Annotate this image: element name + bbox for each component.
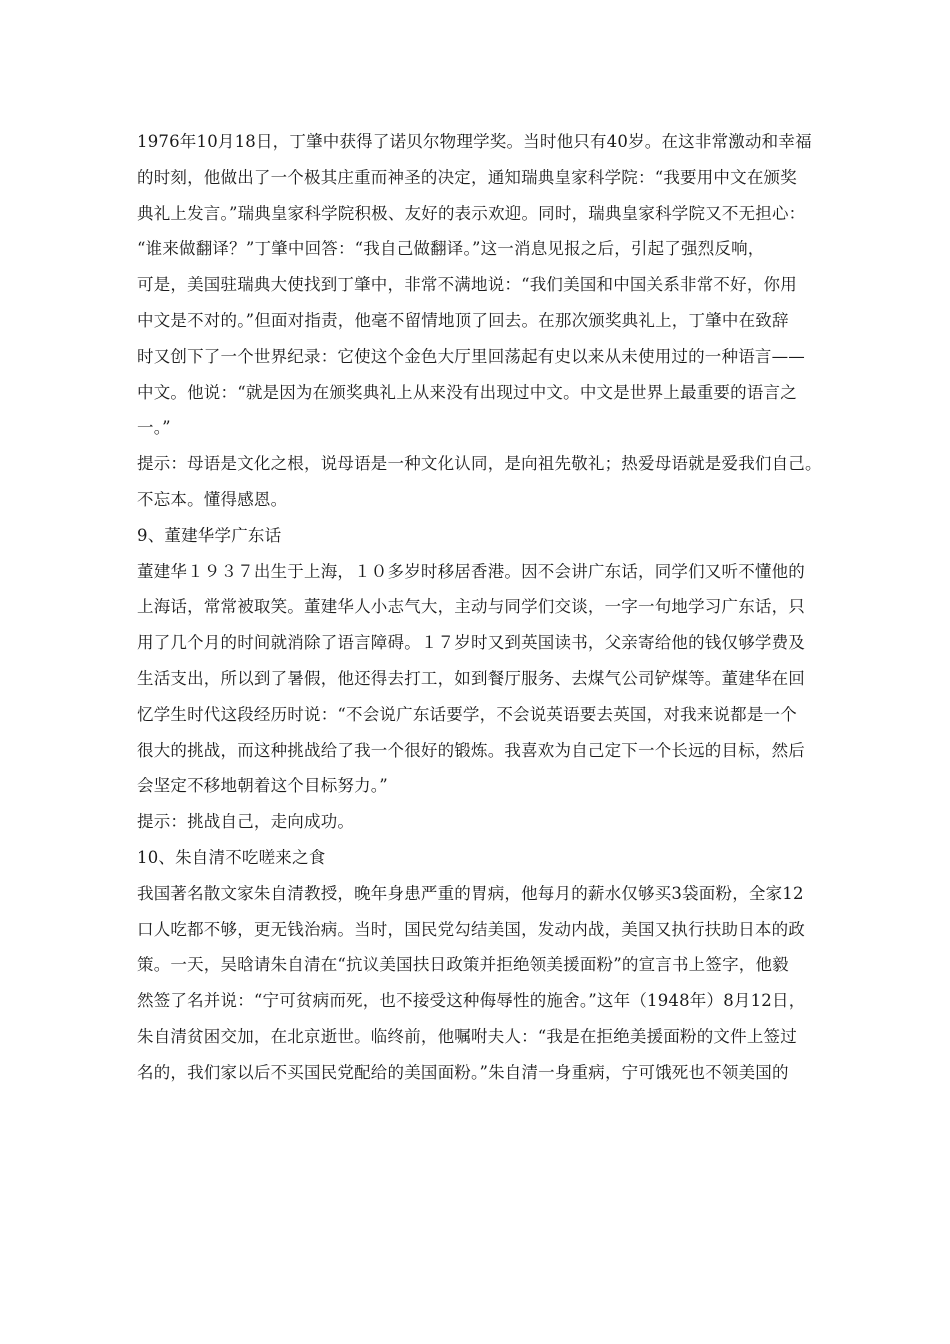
text-line: 用了几个月的时间就消除了语言障碍。１７岁时又到英国读书，父亲寄给他的钱仅够学费及 xyxy=(137,633,805,653)
text-line: 可是，美国驻瑞典大使找到丁肇中，非常不满地说：“我们美国和中国关系非常不好，你用 xyxy=(137,275,797,295)
text-line: 口人吃都不够，更无钱治病。当时，国民党勾结美国，发动内战，美国又执行扶助日本的政 xyxy=(137,919,805,939)
text-line: 朱自清贫困交加，在北京逝世。临终前，他嘱咐夫人：“我是在拒绝美援面粉的文件上签过 xyxy=(137,1026,797,1046)
text-line: 典礼上发言。”瑞典皇家科学院积极、友好的表示欢迎。同时，瑞典皇家科学院又不无担心： xyxy=(137,203,806,223)
text-line: 上海话，常常被取笑。董建华人小志气大，主动与同学们交谈，一字一句地学习广东话，只 xyxy=(137,597,805,617)
text-line: 一。” xyxy=(137,418,171,438)
tip-dong-jianhua: 提示：挑战自己，走向成功。 xyxy=(137,812,355,832)
text-line: 策。一天，吴晗请朱自清在“抗议美国扶日政策并拒绝领美援面粉”的宣言书上签字，他毅 xyxy=(137,955,789,975)
text-line: 时又创下了一个世界纪录：它使这个金色大厅里回荡起有史以来从未使用过的一种语言—— xyxy=(137,346,805,366)
text-line: 的时刻，他做出了一个极其庄重而神圣的决定，通知瑞典皇家科学院：“我要用中文在颁奖 xyxy=(137,167,797,187)
text-line: “谁来做翻译？”丁肇中回答：“我自己做翻译。”这一消息见报之后，引起了强烈反响， xyxy=(137,239,765,259)
text-line: 董建华１９３７出生于上海，１０多岁时移居香港。因不会讲广东话，同学们又听不懂他的 xyxy=(137,561,805,581)
text-line: 然签了名并说：“宁可贫病而死，也不接受这种侮辱性的施舍。”这年（1948年）8月12日， xyxy=(137,991,806,1011)
paragraph-ding-zhaozhong xyxy=(137,124,837,446)
tip-line: 提示：母语是文化之根，说母语是一种文化认同，是向祖先敬礼；热爱母语就是爱我们自己。 xyxy=(137,454,822,474)
text-line: 中文是不对的。”但面对指责，他毫不留情地顶了回去。在那次颁奖典礼上，丁肇中在致辞 xyxy=(137,310,789,330)
text-line: 很大的挑战，而这种挑战给了我一个很好的锻炼。我喜欢为自己定下一个长远的目标，然后 xyxy=(137,740,805,760)
document-body xyxy=(137,124,837,1091)
text-line: 会坚定不移地朝着这个目标努力。” xyxy=(137,776,388,796)
tip-line: 不忘本。懂得感恩。 xyxy=(137,489,288,509)
section-heading-10: 10、朱自清不吃嗟来之食 xyxy=(137,847,326,867)
paragraph-zhu-ziqing xyxy=(137,876,837,1091)
text-line: 我国著名散文家朱自清教授，晚年身患严重的胃病，他每月的薪水仅够买3袋面粉，全家12 xyxy=(137,883,804,903)
text-line: 中文。他说：“就是因为在颁奖典礼上从来没有出现过中文。中文是世界上最重要的语言之 xyxy=(137,382,797,402)
text-line: 忆学生时代这段经历时说：“不会说广东话要学，不会说英语要去英国，对我来说都是一个 xyxy=(137,704,797,724)
text-line: 名的，我们家以后不买国民党配给的美国面粉。”朱自清一身重病，宁可饿死也不领美国的 xyxy=(137,1062,789,1082)
section-heading-9: 9、董建华学广东话 xyxy=(137,525,282,545)
text-line: 生活支出，所以到了暑假，他还得去打工，如到餐厅服务、去煤气公司铲煤等。董建华在回 xyxy=(137,668,805,688)
paragraph-dong-jianhua xyxy=(137,554,837,805)
text-line: 1976年10月18日，丁肇中获得了诺贝尔物理学奖。当时他只有40岁。在这非常激动和幸福 xyxy=(137,132,812,151)
tip-ding-zhaozhong xyxy=(137,446,837,518)
